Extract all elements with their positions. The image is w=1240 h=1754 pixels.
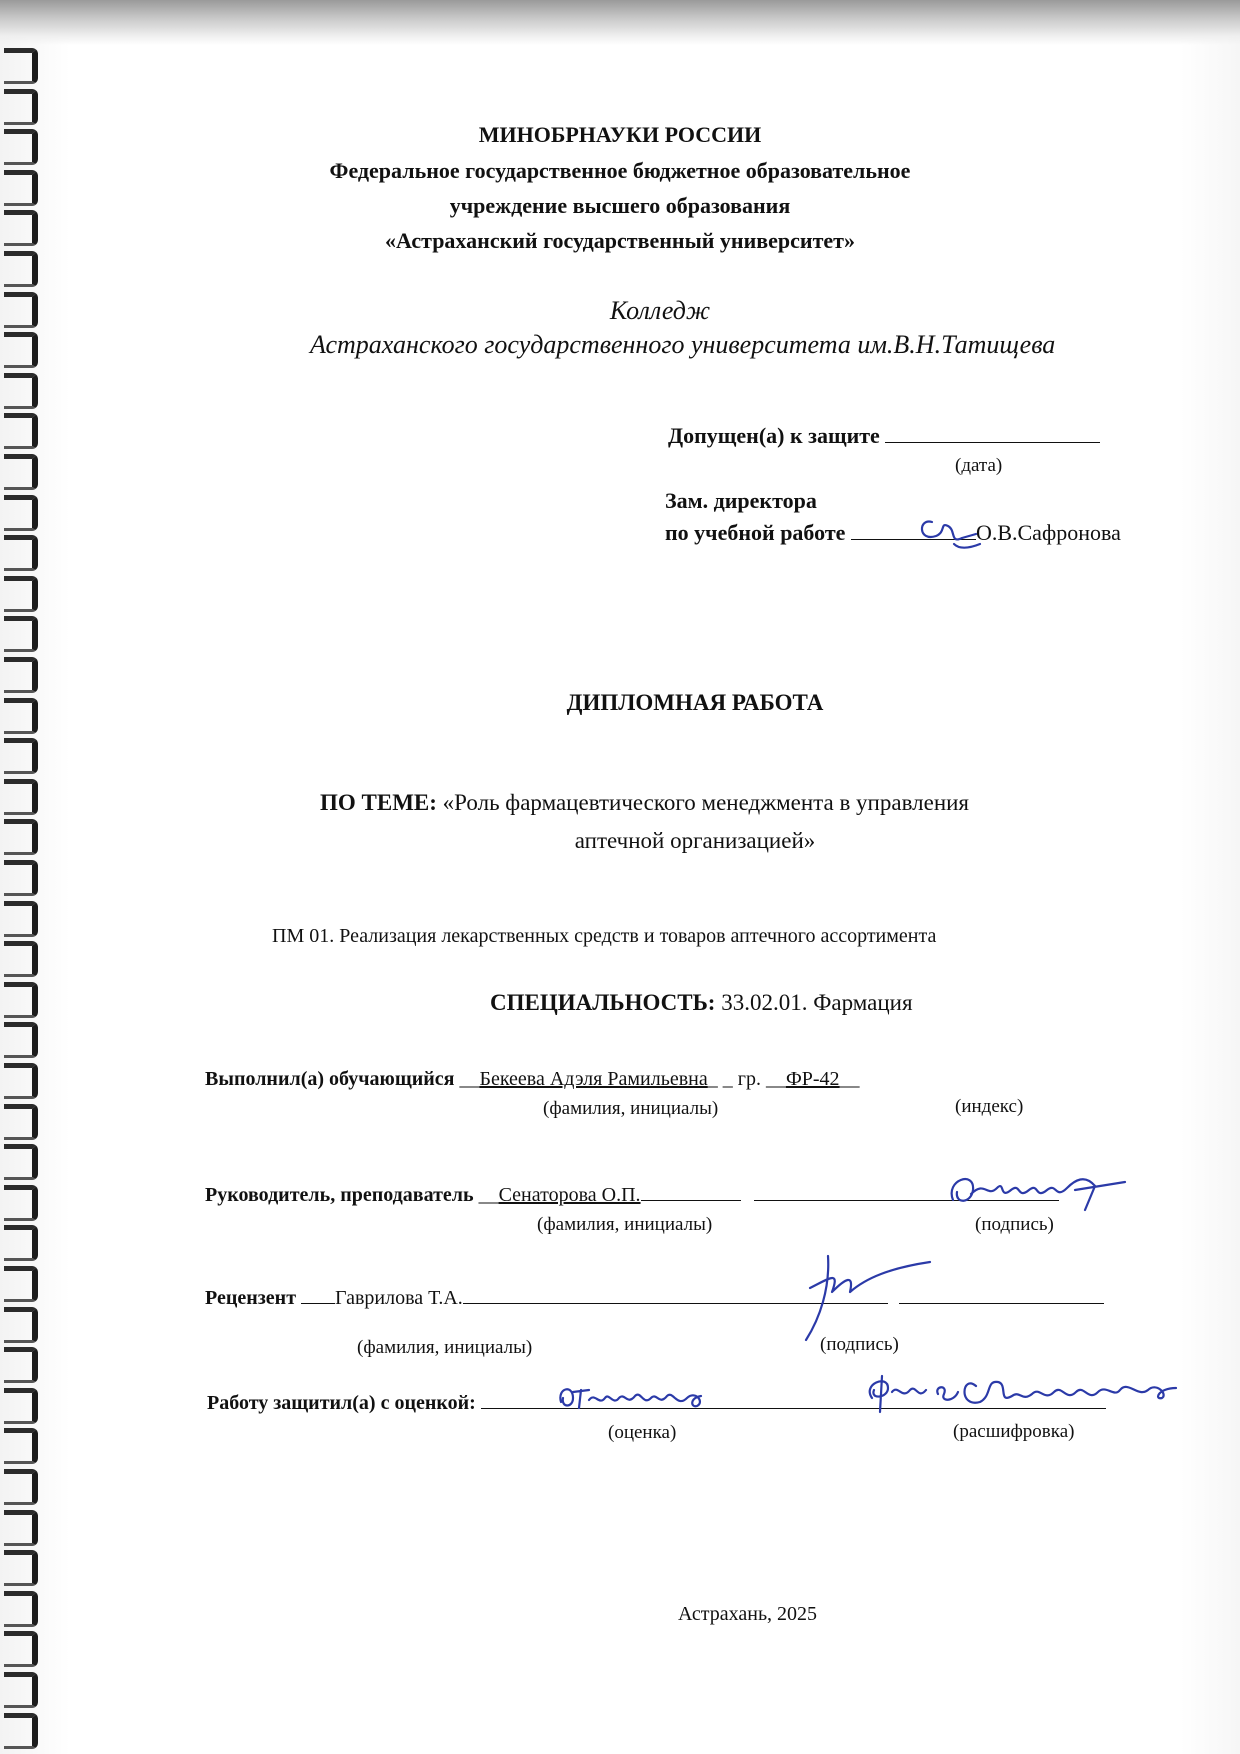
decoding-caption: (расшифровка) (953, 1421, 1075, 1442)
binding-ring (4, 495, 38, 531)
grade-caption: (оценка) (608, 1422, 677, 1443)
college-line-1: Колледж (609, 296, 711, 325)
topic-text-1: «Роль фармацевтического менеджмента в управления (442, 790, 970, 815)
date-caption: (дата) (955, 455, 1003, 476)
document-title: ДИПЛОМНАЯ РАБОТА (566, 690, 824, 715)
specialty-value: 33.02.01. Фармация (721, 990, 913, 1015)
supervisor-label: Руководитель, преподаватель (205, 1184, 474, 1206)
binding-ring (4, 1388, 38, 1424)
student-name: Бекеева Адэля Рамильевна (479, 1068, 708, 1090)
institution-line-3: «Астраханский государственный университет» (385, 228, 855, 253)
specialty (490, 990, 913, 1016)
group-caption: (индекс) (955, 1096, 1024, 1117)
binding-ring (4, 1550, 38, 1586)
deputy-name: О.В.Сафронова (975, 520, 1121, 545)
binding-ring (4, 48, 38, 84)
reviewer-sign-caption: (подпись) (820, 1334, 899, 1355)
binding-ring (4, 332, 38, 368)
binding-ring (4, 1022, 38, 1058)
group-value: ФР-42 (785, 1068, 840, 1090)
binding-ring (4, 941, 38, 977)
institution-line-1: Федеральное государственное бюджетное образовательное (329, 158, 911, 183)
binding-ring (4, 413, 38, 449)
binding-ring (4, 1347, 38, 1383)
topic-line-1 (320, 790, 969, 816)
reviewer-label: Рецензент (205, 1287, 297, 1309)
decoding-handwriting (858, 1368, 1198, 1420)
binding-ring (4, 982, 38, 1018)
binding-ring (4, 1672, 38, 1708)
group-label: гр. (737, 1068, 761, 1090)
deputy-signature (910, 508, 990, 558)
reviewer-signature (770, 1248, 970, 1348)
binding-ring (4, 657, 38, 693)
grade-handwriting (555, 1378, 725, 1418)
binding-ring (4, 1266, 38, 1302)
city-year: Астрахань, 2025 (677, 1603, 818, 1625)
binding-ring (4, 1307, 38, 1343)
admitted-label: Допущен(а) к защите (668, 423, 1100, 449)
topic-line-2: аптечной организацией» (574, 828, 816, 853)
binding-ring (4, 738, 38, 774)
binding-ring (4, 1063, 38, 1099)
reviewer-name-caption: (фамилия, инициалы) (357, 1337, 533, 1358)
supervisor-signature (935, 1160, 1145, 1220)
college-line-2: Астраханского государственного университета им.В.Н.Татищева (310, 330, 1056, 359)
binding-ring (4, 779, 38, 815)
specialty-label: СПЕЦИАЛЬНОСТЬ: (490, 990, 716, 1015)
binding-ring (4, 616, 38, 652)
binding-ring (4, 373, 38, 409)
binding-ring (4, 251, 38, 287)
binding-ring (4, 901, 38, 937)
deputy-title: Зам. директора (665, 488, 817, 513)
binding-ring (4, 1510, 38, 1546)
binding-ring (4, 1104, 38, 1140)
topic-label: ПО ТЕМЕ: (320, 790, 437, 815)
student-name-caption: (фамилия, инициалы) (543, 1098, 719, 1119)
binding-ring (4, 1631, 38, 1667)
binding-ring (4, 1469, 38, 1505)
binding-ring (4, 89, 38, 125)
deputy-line: по учебной работе О.В.Сафронова (665, 520, 1121, 545)
defense-label: Работу защитил(а) с оценкой: (207, 1392, 476, 1414)
binding-ring (4, 1185, 38, 1221)
reviewer-name: Гаврилова Т.А. (335, 1287, 463, 1309)
date-line (885, 441, 1100, 443)
ministry-heading: МИНОБРНАУКИ РОССИИ (478, 122, 762, 147)
binding-ring (4, 454, 38, 490)
binding-ring (4, 860, 38, 896)
binding-ring (4, 1428, 38, 1464)
institution-line-2: учреждение высшего образования (449, 193, 791, 218)
supervisor-row: Руководитель, преподаватель __Сенаторова О.П. (205, 1184, 1059, 1207)
supervisor-sign-caption: (подпись) (975, 1214, 1054, 1235)
binding-ring (4, 1225, 38, 1261)
binding-ring (4, 576, 38, 612)
binding-ring (4, 535, 38, 571)
professional-module: ПМ 01. Реализация лекарственных средств и товаров аптечного ассортимента (272, 925, 937, 947)
student-row: Выполнил(а) обучающийся __Бекеева Адэля Рамильевна_ _ гр. __ФР-42__ (205, 1068, 860, 1090)
student-label: Выполнил(а) обучающийся (205, 1068, 455, 1090)
scan-top-shadow (0, 0, 1240, 45)
binding-ring (4, 1713, 38, 1749)
supervisor-name-caption: (фамилия, инициалы) (537, 1214, 713, 1235)
supervisor-name: Сенаторова О.П. (498, 1184, 641, 1206)
binding-ring (4, 1144, 38, 1180)
